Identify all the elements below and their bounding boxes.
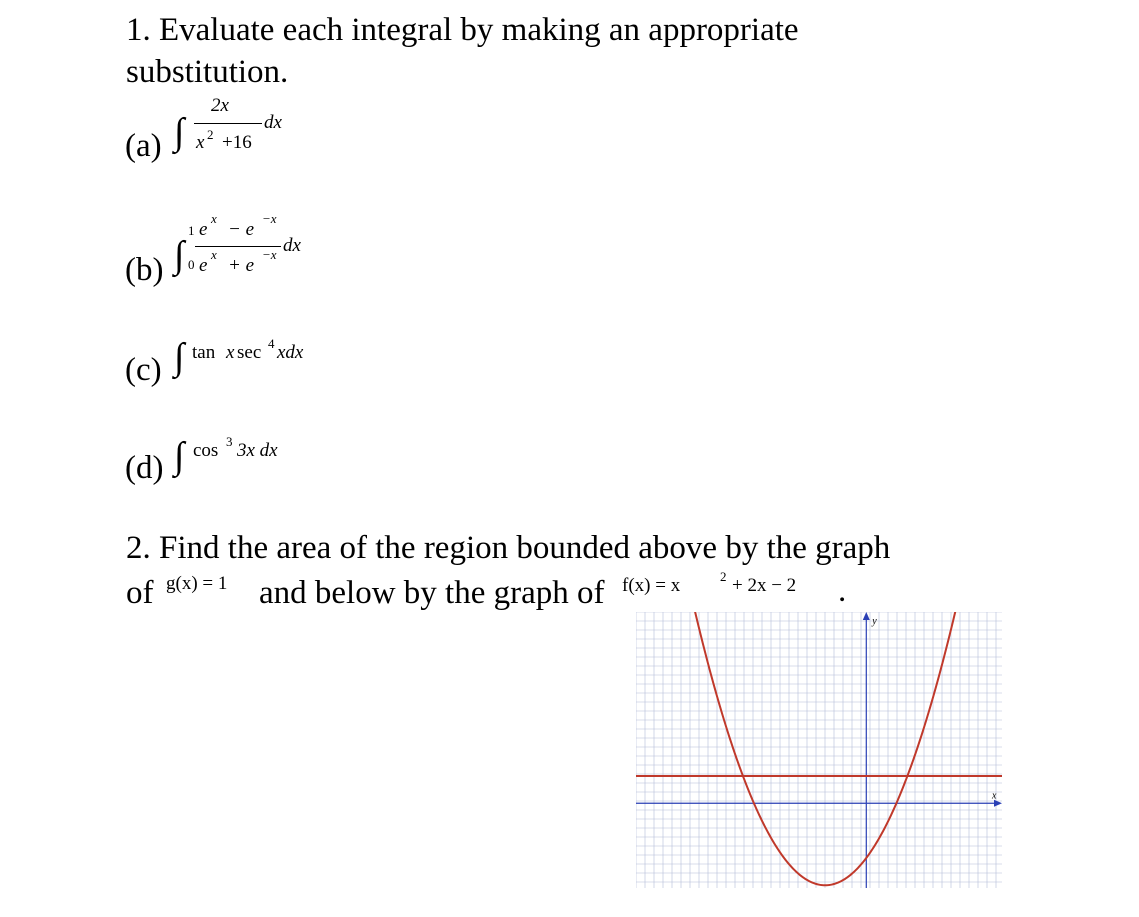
denominator-x: x bbox=[196, 132, 205, 153]
denominator-rest: + e bbox=[228, 255, 255, 276]
differential: dx bbox=[264, 112, 282, 133]
problem-2-middle: and below by the graph of bbox=[259, 575, 605, 611]
lower-limit: 0 bbox=[188, 257, 195, 272]
numerator-exp-2: −x bbox=[262, 211, 277, 226]
integrand-exponent: 3 bbox=[226, 434, 233, 449]
period: . bbox=[838, 573, 847, 609]
integrand-tan: tan bbox=[192, 342, 216, 363]
numerator: 2x bbox=[211, 95, 229, 116]
integral-sign: ∫ bbox=[174, 336, 185, 378]
numerator-exp-1: x bbox=[211, 211, 217, 226]
f-rest: + 2x − 2 bbox=[732, 575, 797, 596]
integral-sign: ∫ bbox=[174, 111, 185, 153]
denominator-exponent: 2 bbox=[207, 127, 214, 142]
integrand-exponent: 4 bbox=[268, 336, 275, 351]
integrand-sec: sec bbox=[237, 342, 262, 363]
graph bbox=[636, 612, 1002, 888]
problem-2-of: of bbox=[126, 575, 154, 611]
part-c-label: (c) bbox=[125, 352, 162, 388]
denominator-rest: +16 bbox=[222, 132, 252, 153]
problem-2-line-1: 2. Find the area of the region bounded above by the graph bbox=[126, 530, 891, 566]
problem-1-line-1: 1. Evaluate each integral by making an appropriate bbox=[126, 12, 799, 48]
denominator-exp-2: −x bbox=[262, 247, 277, 262]
integrand-cos: cos bbox=[193, 440, 219, 461]
x-axis-label: x bbox=[992, 790, 997, 802]
numerator-e: e bbox=[199, 219, 208, 240]
integrand-rest: 3x dx bbox=[237, 440, 278, 461]
g-definition: g(x) = 1 bbox=[166, 573, 228, 594]
integrand-xdx: xdx bbox=[277, 342, 304, 363]
numerator-rest: − e bbox=[228, 219, 255, 240]
upper-limit: 1 bbox=[188, 223, 195, 238]
integral-sign: ∫ bbox=[174, 234, 185, 276]
part-b-label: (b) bbox=[125, 252, 164, 288]
denominator-e: e bbox=[199, 255, 208, 276]
differential: dx bbox=[283, 235, 301, 256]
grid bbox=[636, 612, 1002, 888]
integrand-x: x bbox=[226, 342, 235, 363]
f-definition: f(x) = x bbox=[622, 575, 681, 596]
y-axis-arrow bbox=[863, 612, 870, 620]
y-axis-label: y bbox=[872, 616, 877, 627]
part-a-label: (a) bbox=[125, 128, 162, 164]
problem-1-line-2: substitution. bbox=[126, 54, 289, 90]
part-d-label: (d) bbox=[125, 450, 164, 486]
f-exponent: 2 bbox=[720, 569, 727, 584]
integral-sign: ∫ bbox=[174, 435, 185, 477]
denominator-exp-1: x bbox=[211, 247, 217, 262]
